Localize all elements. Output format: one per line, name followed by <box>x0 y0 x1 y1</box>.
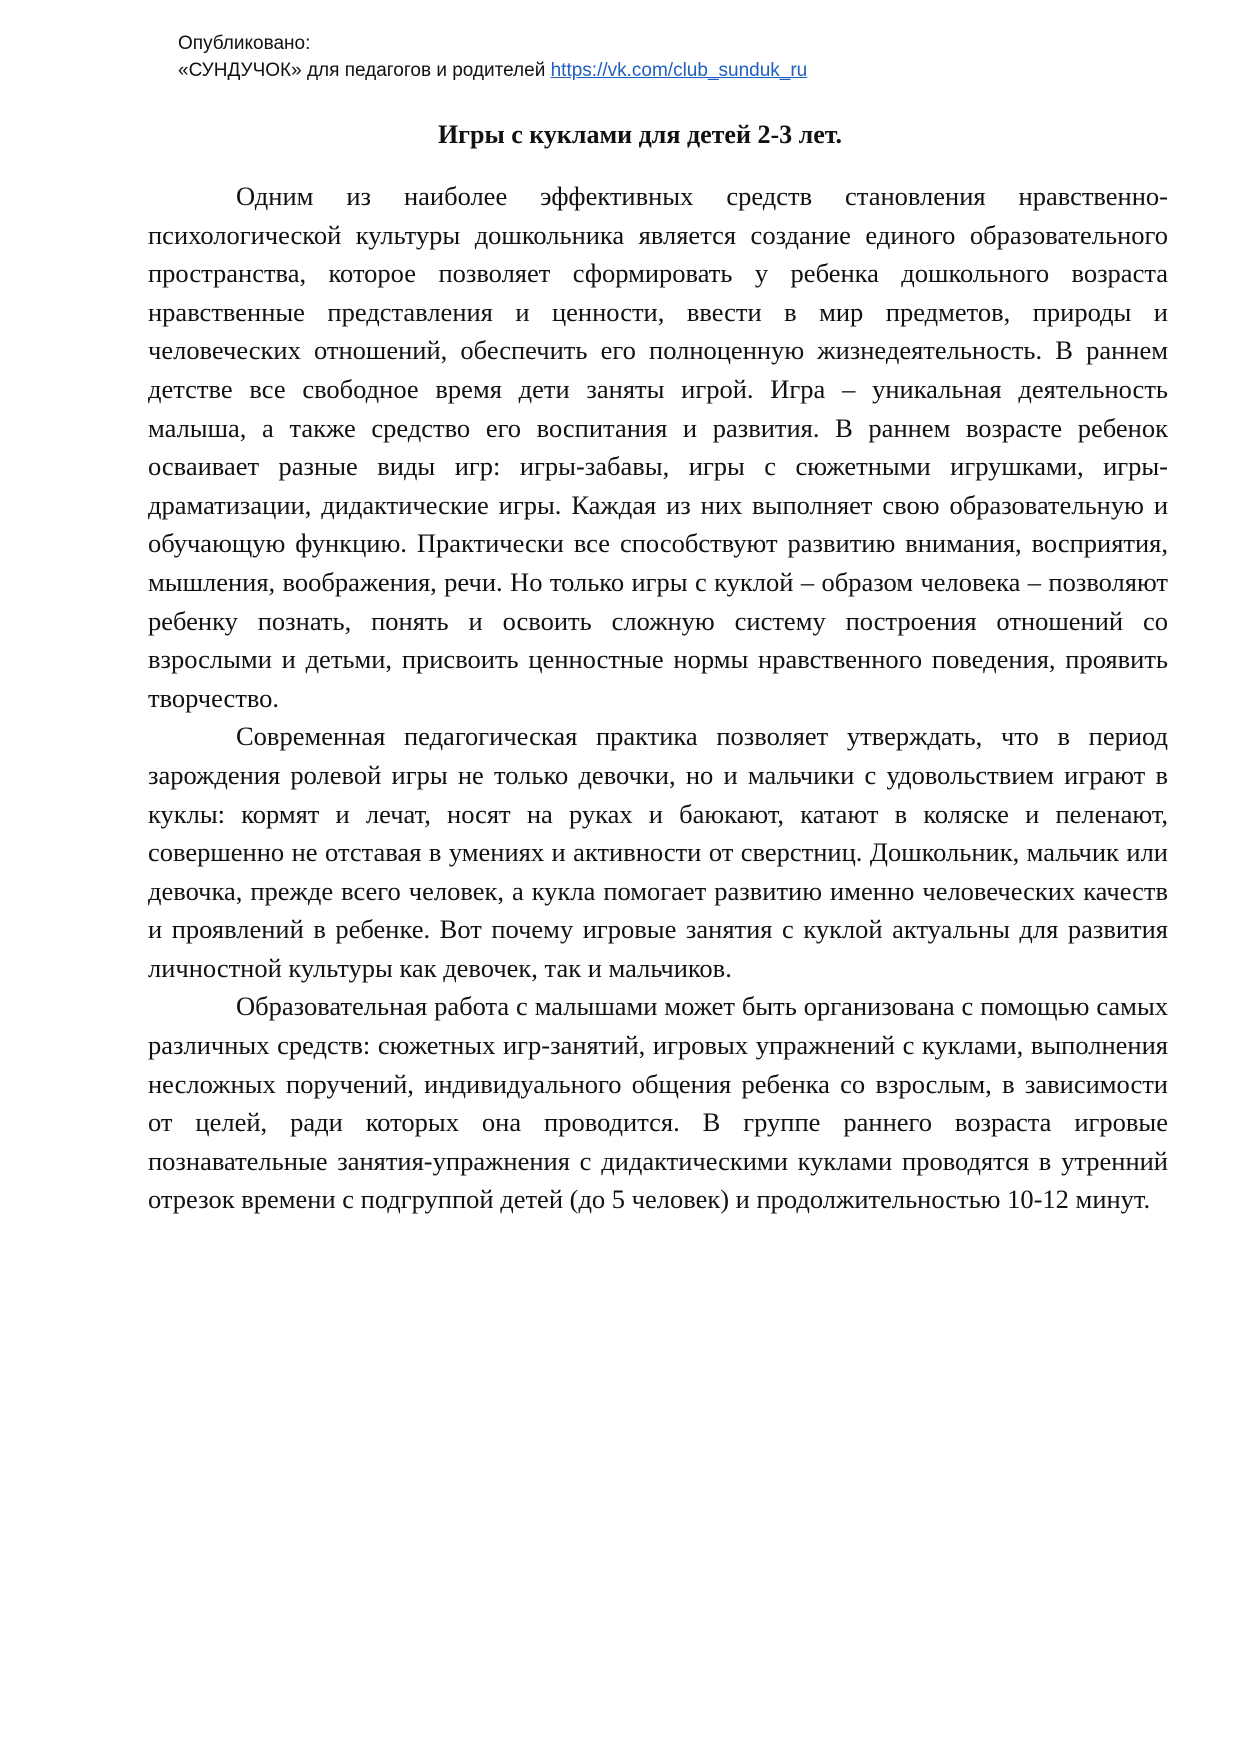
source-line <box>178 57 807 84</box>
paragraph-1: Одним из наиболее эффективных средств становления нравственно-психологической культуры дошкольника является создание единого образовательного пространства, которое позволяет сформировать у ребенка дошкольного возраста нравственные представления и ценности, ввести в мир предметов, природы и человеческих отношений, обеспечить его полноценную жизнедеятельность. В раннем детстве все свободное время дети заняты игрой. Игра – уникальная деятельность малыша, а также средство его воспитания и развития. В раннем возрасте ребенок осваивает разные виды игр: игры-забавы, игры с сюжетными игрушками, игры-драматизации, дидактические игры. Каждая из них выполняет свою образовательную и обучающую функцию. Практически все способствуют развитию внимания, восприятия, мышления, воображения, речи. Но только игры с куклой – образом человека – позволяют ребенку познать, понять и освоить сложную систему построения отношений со взрослыми и детьми, присвоить ценностные нормы нравственного поведения, проявить творчество. <box>148 181 1168 713</box>
source-text: «СУНДУЧОК» для педагогов и родителей <box>178 60 551 81</box>
published-label: Опубликовано: <box>178 33 311 54</box>
document-title: Игры с куклами для детей 2-3 лет. <box>437 120 843 149</box>
paragraph-2: Современная педагогическая практика позволяет утверждать, что в период зарождения ролевой игры не только девочки, но и мальчики с удовольствием играют в куклы: кормят и лечат, носят на руках и баюкают, катают в коляске и пеленают, совершенно не отставая в умениях и активности от сверстниц. Дошкольник, мальчик или девочка, прежде всего человек, а кукла помогает развитию именно человеческих качеств и проявлений в ребенке. Вот почему игровые занятия с куклой актуальны для развития личностной культуры как девочек, так и мальчиков. <box>148 721 1168 983</box>
paragraph-3: Образовательная работа с малышами может быть организована с помощью самых различных средств: сюжетных игр-занятий, игровых упражнений с куклами, выполнения несложных поручений, индивидуального общения ребенка со взрослым, в зависимости от целей, ради которых она проводится. В группе раннего возраста игровые познавательные занятия-упражнения с дидактическими куклами проводятся в утренний отрезок времени с подгруппой детей (до 5 человек) и продолжительностью 10-12 минут. <box>148 991 1168 1215</box>
source-link[interactable]: https://vk.com/club_sunduk_ru <box>550 60 808 81</box>
publication-header <box>178 30 807 84</box>
document-body <box>148 177 1168 1219</box>
